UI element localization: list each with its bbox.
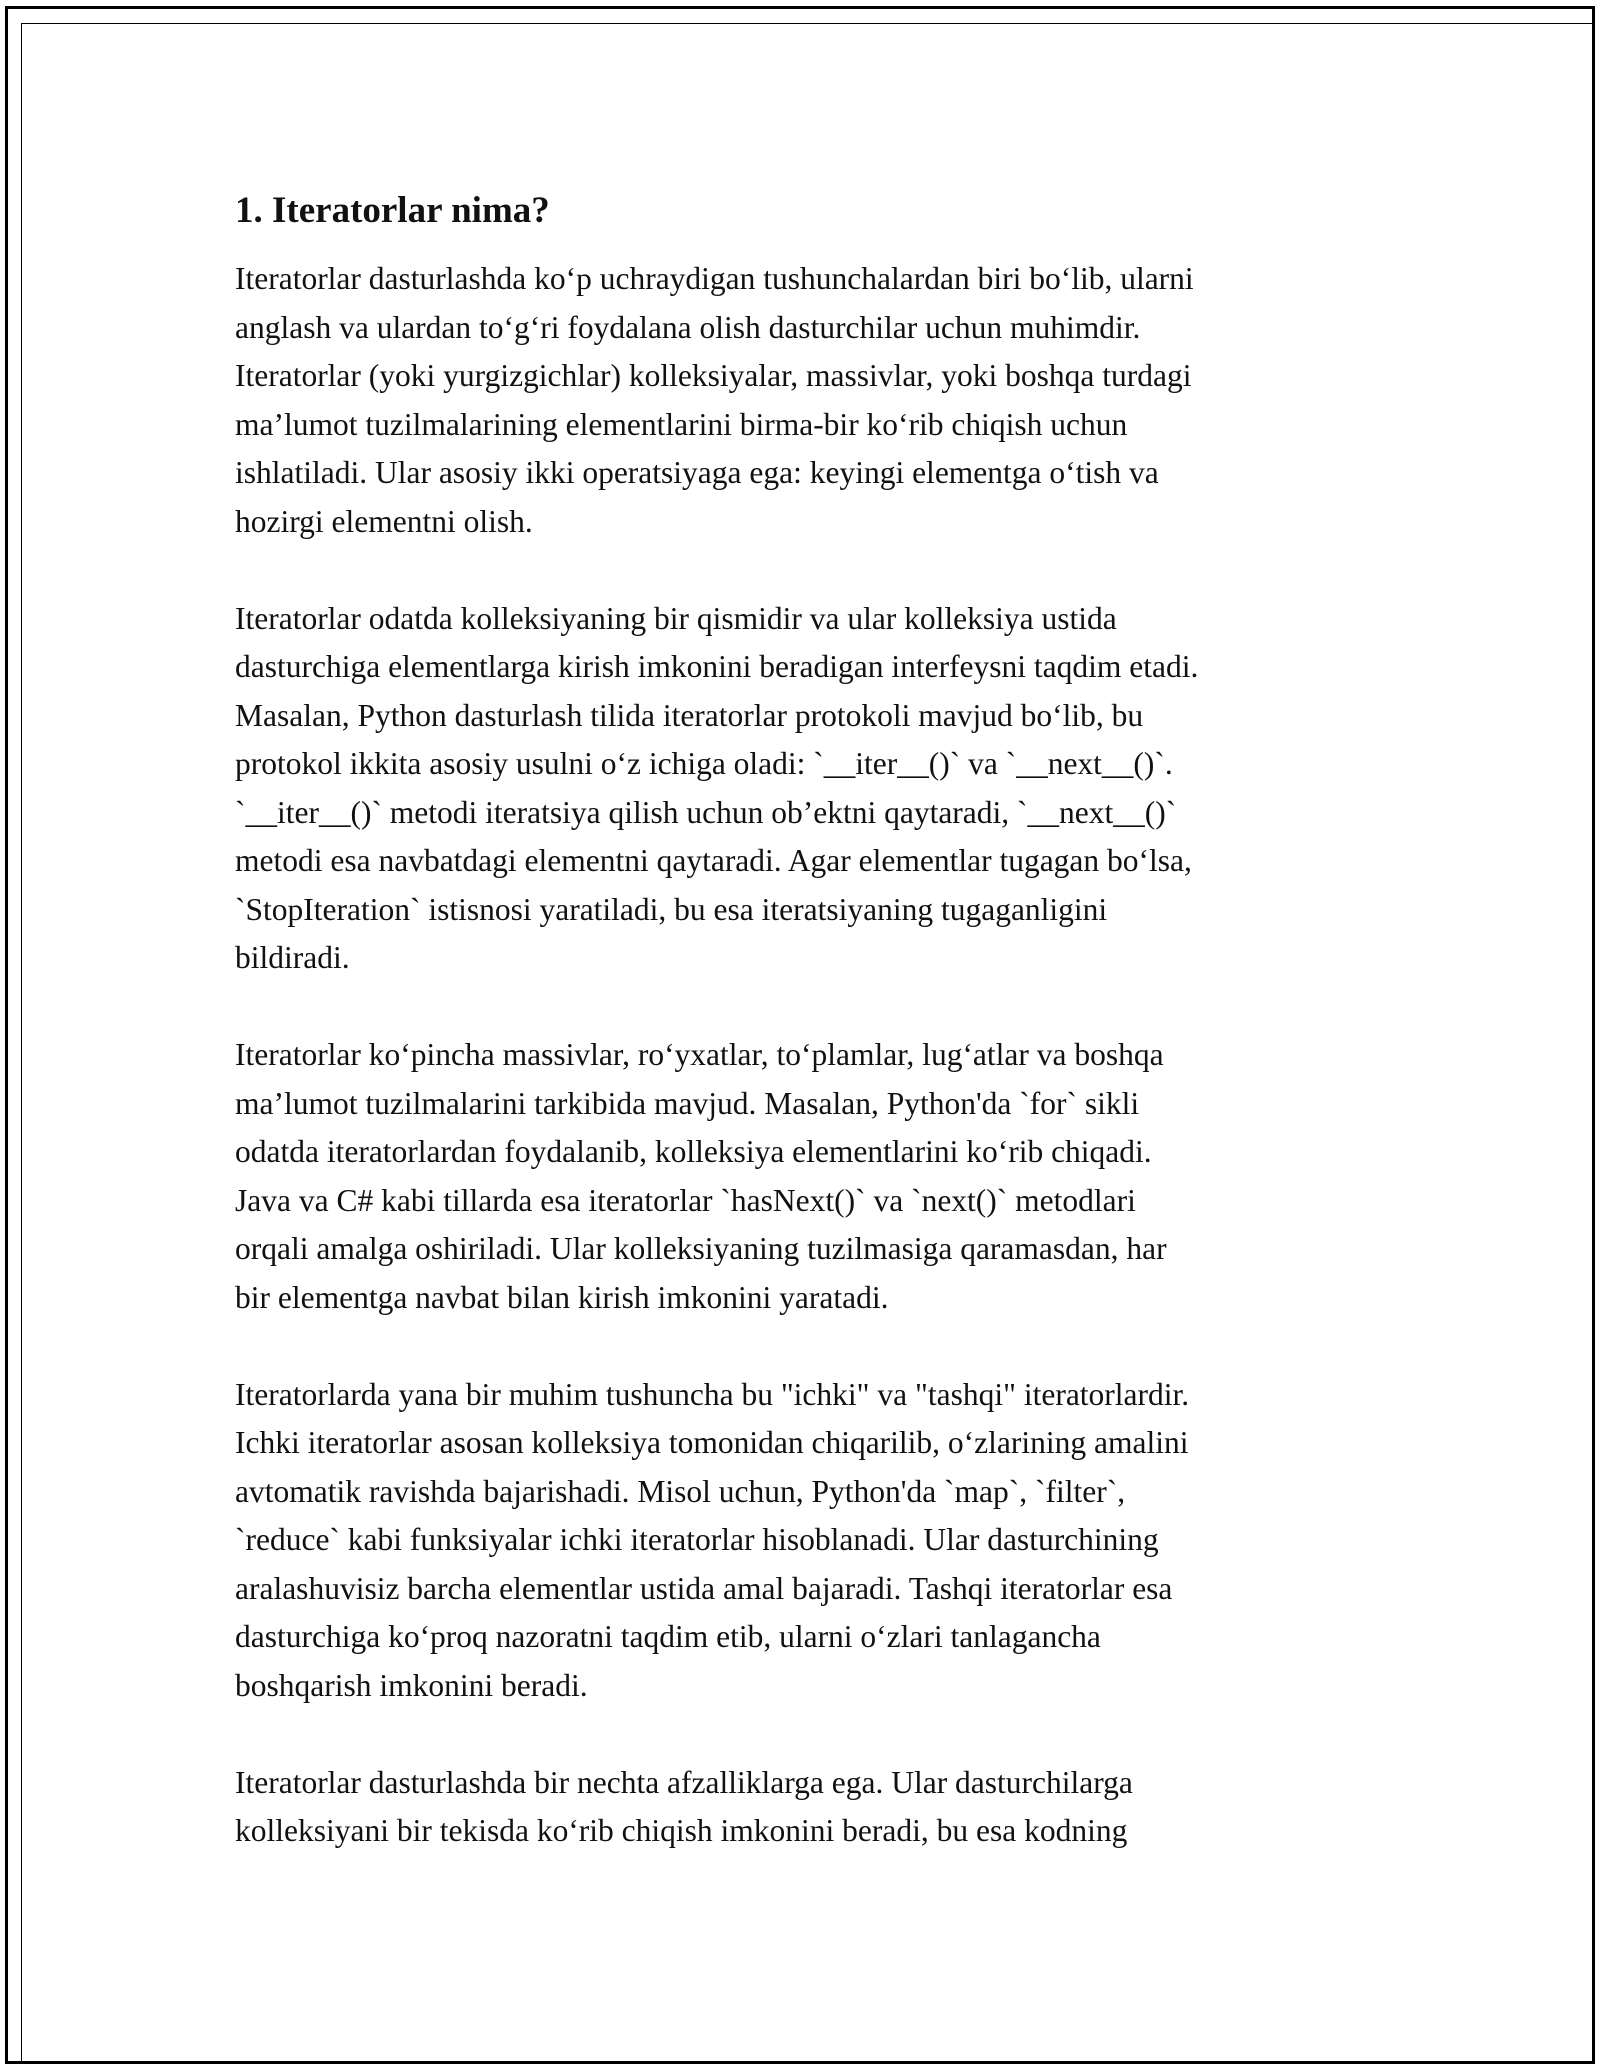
text-line: dasturchiga elementlarga kirish imkonini beradigan interfeysni taqdim etadi. (235, 649, 1199, 684)
text-line: `__iter__()` metodi iteratsiya qilish uchun ob’ektni qaytaradi, `__next__()` (235, 794, 1177, 830)
paragraph-4 (235, 1371, 1365, 1711)
text-line: hozirgi elementni olish. (235, 503, 533, 539)
text-line: Java va C# kabi tillarda esa iteratorlar `hasNext()` va `next()` metodlari (235, 1182, 1136, 1218)
text-line: Iteratorlar dasturlashda ko‘p uchraydigan tushunchalardan biri bo‘lib, ularni (235, 261, 1194, 296)
text-line: protokol ikkita asosiy usulni o‘z ichiga oladi: `__iter__()` va `__next__()`. (235, 746, 1173, 781)
text-line: Iteratorlar ko‘pincha massivlar, ro‘yxatlar, to‘plamlar, lug‘atlar va boshqa (235, 1037, 1164, 1072)
paragraph-5 (235, 1759, 1365, 1856)
text-line: metodi esa navbatdagi elementni qaytaradi. Agar elementlar tugagan bo‘lsa, (235, 843, 1192, 878)
paragraph-2 (235, 595, 1365, 983)
text-line: odatda iteratorlardan foydalanib, kolleksiya elementlarini ko‘rib chiqadi. (235, 1134, 1152, 1169)
text-line: Iteratorlar dasturlashda bir nechta afzalliklarga ega. Ular dasturchilarga (235, 1764, 1133, 1800)
paragraph-3 (235, 1031, 1365, 1322)
section-heading: 1. Iteratorlar nima? (235, 190, 550, 231)
text-line: aralashuvisiz barcha elementlar ustida amal bajaradi. Tashqi iteratorlar esa (235, 1570, 1173, 1606)
text-line: bildiradi. (235, 940, 350, 975)
text-line: ma’lumot tuzilmalarini tarkibida mavjud. Masalan, Python'da `for` sikli (235, 1085, 1140, 1121)
text-line: ishlatiladi. Ular asosiy ikki operatsiyaga ega: keyingi elementga o‘tish va (235, 455, 1159, 490)
text-line: kolleksiyani bir tekisda ko‘rib chiqish imkonini beradi, bu esa kodning (235, 1813, 1128, 1848)
text-line: `reduce` kabi funksiyalar ichki iteratorlar hisoblanadi. Ular dasturchining (235, 1522, 1159, 1557)
text-line: dasturchiga ko‘proq nazoratni taqdim etib, ularni o‘zlari tanlagancha (235, 1619, 1101, 1654)
text-line: avtomatik ravishda bajarishadi. Misol uchun, Python'da `map`, `filter`, (235, 1473, 1126, 1509)
text-line: ma’lumot tuzilmalarining elementlarini birma-bir ko‘rib chiqish uchun (235, 406, 1128, 442)
document-body (235, 185, 1365, 1904)
text-line: Iteratorlarda yana bir muhim tushuncha bu "ichki" va "tashqi" iteratorlardir. (235, 1376, 1190, 1412)
paragraph-1 (235, 255, 1365, 546)
text-line: anglash va ulardan to‘g‘ri foydalana olish dasturchilar uchun muhimdir. (235, 309, 1141, 345)
text-line: boshqarish imkonini beradi. (235, 1667, 588, 1703)
text-line: Iteratorlar (yoki yurgizgichlar) kolleksiyalar, massivlar, yoki boshqa turdagi (235, 358, 1192, 393)
text-line: Masalan, Python dasturlash tilida iteratorlar protokoli mavjud bo‘lib, bu (235, 697, 1144, 733)
text-line: `StopIteration` istisnosi yaratiladi, bu esa iteratsiyaning tugaganligini (235, 891, 1108, 927)
text-line: Iteratorlar odatda kolleksiyaning bir qismidir va ular kolleksiya ustida (235, 600, 1117, 636)
text-line: orqali amalga oshiriladi. Ular kolleksiyaning tuzilmasiga qaramasdan, har (235, 1231, 1167, 1266)
text-line: bir elementga navbat bilan kirish imkonini yaratadi. (235, 1279, 889, 1315)
text-line: Ichki iteratorlar asosan kolleksiya tomonidan chiqarilib, o‘zlarining amalini (235, 1425, 1189, 1460)
